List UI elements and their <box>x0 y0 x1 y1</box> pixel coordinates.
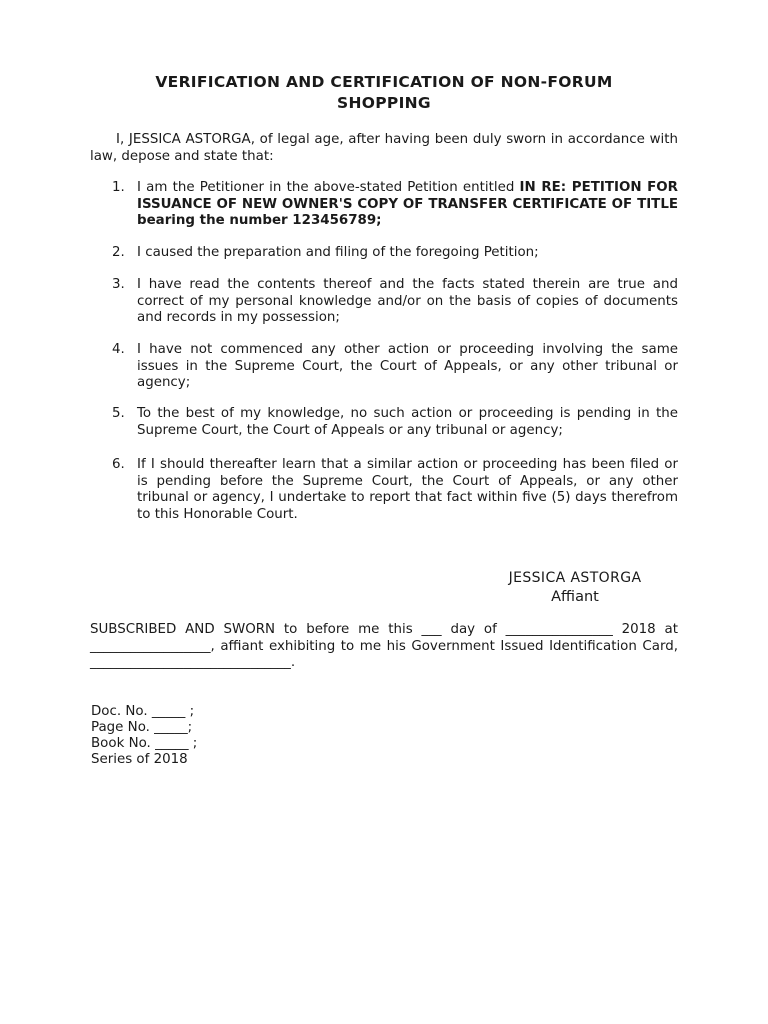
jurat-paragraph: SUBSCRIBED AND SWORN to before me this ___ day of ________________ 2018 at __________________, affiant exhibiting to me his Government Issued Identification Card, ______________________________. <box>90 622 678 670</box>
book-number: Book No. _____ ; <box>91 736 198 751</box>
affiant-role: Affiant <box>551 589 599 605</box>
list-item <box>90 245 678 262</box>
list-item <box>90 277 678 327</box>
item-number: 5. <box>112 406 125 421</box>
series-year: Series of 2018 <box>91 752 188 767</box>
item-text: To the best of my knowledge, no such action or proceeding is pending in the Supreme Court, the Court of Appeals or any tribunal or agency; <box>137 406 678 438</box>
item-number: 1. <box>112 180 125 195</box>
list-item <box>90 457 678 523</box>
item-number: 4. <box>112 342 125 357</box>
item-text <box>137 180 678 230</box>
petition-title-bold: IN RE: PETITION FOR ISSUANCE OF NEW OWNER'S COPY OF TRANSFER CERTIFICATE OF TITLE bearing the number 123456789; <box>137 180 678 228</box>
item-number: 3. <box>112 277 125 292</box>
item-text: I have not commenced any other action or proceeding involving the same issues in the Supreme Court, the Court of Appeals, or any other tribunal or agency; <box>137 342 678 390</box>
signature-block <box>470 569 680 607</box>
item-number: 6. <box>112 457 125 472</box>
affiant-name: JESSICA ASTORGA <box>508 570 642 586</box>
notarial-register-block <box>91 704 197 768</box>
intro-paragraph: I, JESSICA ASTORGA, of legal age, after having been duly sworn in accordance with law, depose and state that: <box>90 132 678 164</box>
item-text: I caused the preparation and filing of the foregoing Petition; <box>137 245 539 260</box>
item-text-regular: I am the Petitioner in the above-stated Petition entitled <box>137 180 520 195</box>
title-line-1: VERIFICATION AND CERTIFICATION OF NON-FORUM <box>155 73 613 91</box>
item-number: 2. <box>112 245 125 260</box>
document-title <box>90 72 678 114</box>
list-item <box>90 180 678 230</box>
page-number: Page No. _____; <box>91 720 193 735</box>
title-line-2: SHOPPING <box>337 94 431 112</box>
list-item <box>90 406 678 439</box>
item-text: If I should thereafter learn that a similar action or proceeding has been filed or is pending before the Supreme Court, the Court of Appeals, or any other tribunal or agency, I undertake to report that fact within five (5) days therefrom to this Honorable Court. <box>137 457 678 522</box>
item-text: I have read the contents thereof and the facts stated therein are true and correct of my personal knowledge and/or on the basis of copies of documents and records in my possession; <box>137 277 678 325</box>
list-item <box>90 342 678 392</box>
doc-number: Doc. No. _____ ; <box>91 704 195 719</box>
